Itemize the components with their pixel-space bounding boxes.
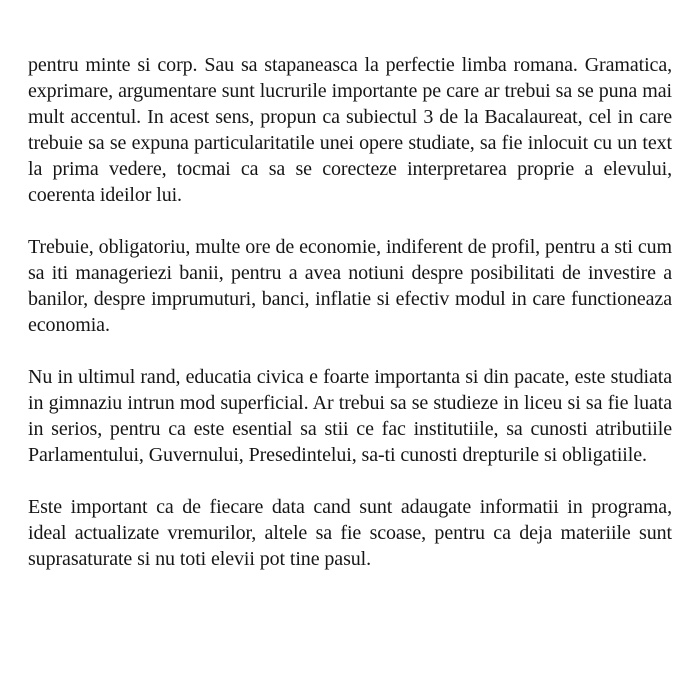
paragraph: Nu in ultimul rand, educatia civica e foarte importanta si din pacate, este studiata in gimnaziu intrun mod superficial. Ar trebui sa se studieze in liceu si sa fie luata in serios, pentru ca este esential sa stii ce fac institutiile, sa cunosti atributiile Parlamentului, Guvernului, Presedintelui, sa-ti cunosti drepturile si obligatiile.	[28, 366, 672, 466]
paragraph: pentru minte si corp. Sau sa stapaneasca la perfectie limba romana. Gramatica, exprimare, argumentare sunt lucrurile importante pe care ar trebui sa se puna mai mult accentul. In acest sens, propun ca subiectul 3 de la Bacalaureat, cel in care trebuie sa se expuna particularitatile unei opere studiate, sa fie inlocuit cu un text la prima vedere, tocmai ca sa se corecteze interpretarea proprie a elevului, coerenta ideilor lui.	[28, 54, 672, 206]
text-content-area	[28, 52, 672, 572]
paragraph: Este important ca de fiecare data cand sunt adaugate informatii in programa, ideal actualizate vremurilor, altele sa fie scoase, pentru ca deja materiile sunt suprasaturate si nu toti elevii pot tine pasul.	[28, 496, 672, 570]
paragraph: Trebuie, obligatoriu, multe ore de economie, indiferent de profil, pentru a sti cum sa iti manageriezi banii, pentru a avea notiuni despre posibilitati de investire a banilor, despre imprumuturi, banci, inflatie si efectiv modul in care functioneaza economia.	[28, 236, 672, 336]
